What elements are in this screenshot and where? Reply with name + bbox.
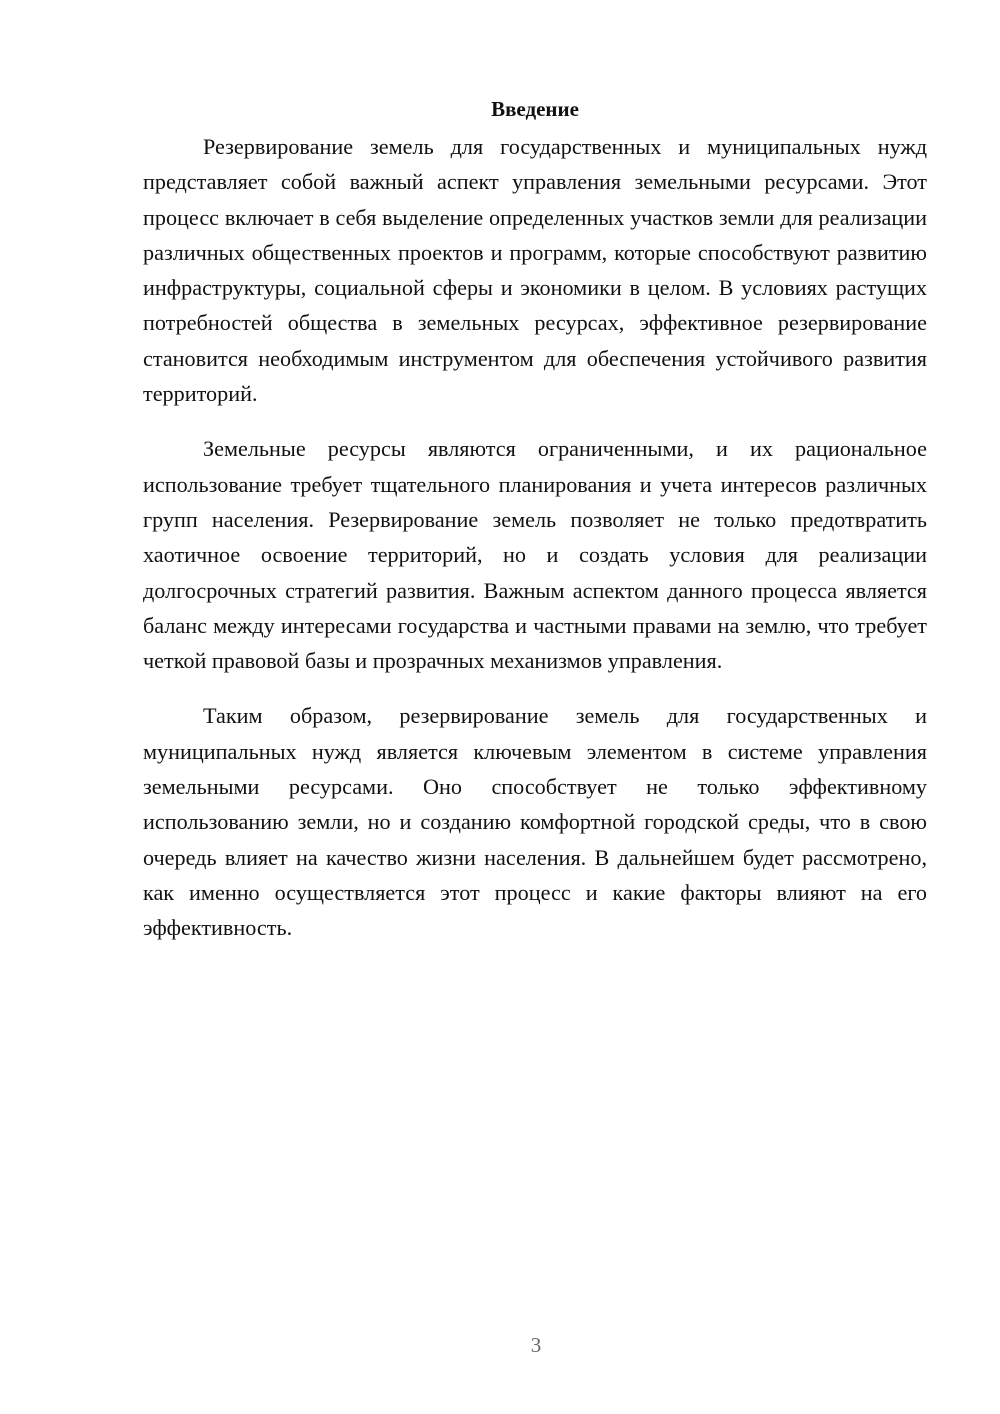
page-content <box>143 92 927 966</box>
section-heading: Введение <box>491 97 579 121</box>
paragraph-1: Резервирование земель для государственных и муниципальных нужд представляет собой важный аспект управления земельными ресурсами. Этот процесс включает в себя выделение определенных участков земли для реализации различных общественных проектов и программ, которые способствуют развитию инфраструктуры, социальной сферы и экономики в целом. В условиях растущих потребностей общества в земельных ресурсах, эффективное резервирование становится необходимым инструментом для обеспечения устойчивого развития территорий. <box>143 134 927 407</box>
paragraph-2: Земельные ресурсы являются ограниченными, и их рациональное использование требует тщательного планирования и учета интересов различных групп населения. Резервирование земель позволяет не только предотвратить хаотичное освоение территорий, но и создать условия для реализации долгосрочных стратегий развития. Важным аспектом данного процесса является баланс между интересами государства и частными правами на землю, что требует четкой правовой базы и прозрачных механизмов управления. <box>143 436 927 674</box>
page-number: 3 <box>530 1333 542 1357</box>
paragraph-3: Таким образом, резервирование земель для государственных и муниципальных нужд является ключевым элементом в системе управления земельными ресурсами. Оно способствует не только эффективному использованию земли, но и созданию комфортной городской среды, что в свою очередь влияет на качество жизни населения. В дальнейшем будет рассмотрено, как именно осуществляется этот процесс и какие факторы влияют на его эффективность. <box>143 703 927 941</box>
